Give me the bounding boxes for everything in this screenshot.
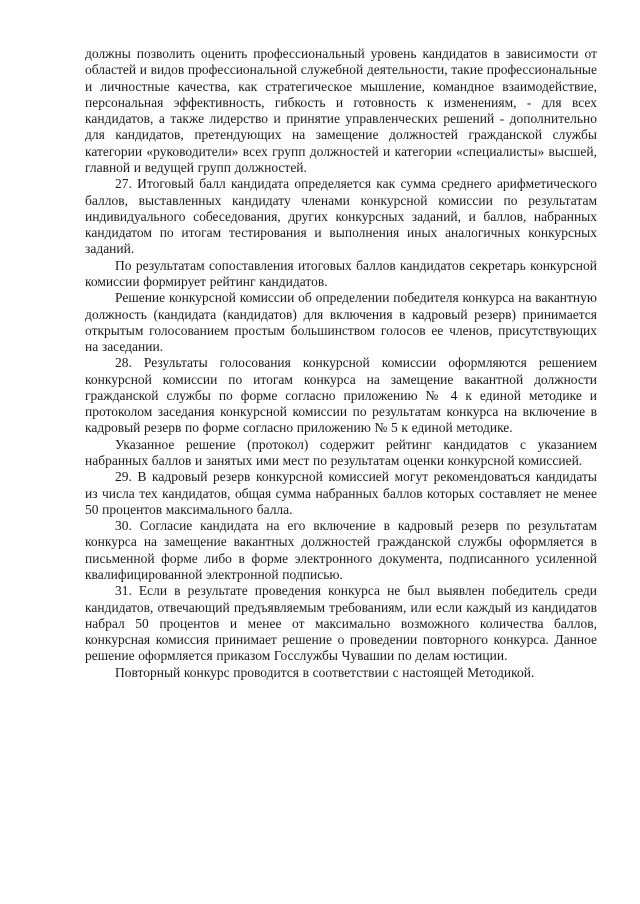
paragraph-item-30: 30. Согласие кандидата на его включение в кадровый резерв по результатам конкурса на замещение вакантных должностей гражданской службы оформляется в письменной форме либо в форме электронного документа, подписанного усиленной квалифицированной электронной подписью. xyxy=(85,518,597,582)
paragraph-protocol-contents: Указанное решение (протокол) содержит рейтинг кандидатов с указанием набранных баллов и занятых ими мест по результатам оценки конкурсной комиссией. xyxy=(85,436,597,469)
paragraph-continuation: должны позволить оценить профессиональный уровень кандидатов в зависимости от областей и видов профессиональной служебной деятельности, такие профессиональные и личностные качества, как стратегическое мышление, командное взаимодействие, персональная эффективность, гибкость и готовность к изменениям, - для всех кандидатов, а также лидерство и принятие управленческих решений - дополнительно для кандидатов, претендующих на замещение должностей гражданской службы категории «руководители» всех групп должностей и категории «специалисты» высшей, главной и ведущей групп должностей. xyxy=(85,46,597,175)
paragraph-item-29: 29. В кадровый резерв конкурсной комиссией могут рекомендоваться кандидаты из числа тех кандидатов, общая сумма набранных баллов которых составляет не менее 50 процентов максимального балла. xyxy=(85,469,597,517)
paragraph-rating-formation: По результатам сопоставления итоговых баллов кандидатов секретарь конкурсной комиссии формирует рейтинг кандидатов. xyxy=(85,257,597,289)
paragraph-item-31: 31. Если в результате проведения конкурса не был выявлен победитель среди кандидатов, отвечающий предъявляемым требованиям, или если каждый из кандидатов набрал 50 процентов и менее от максимально возможного количества баллов, конкурсная комиссия принимает решение о проведении повторного конкурса. Данное решение оформляется приказом Госслужбы Чувашии по делам юстиции. xyxy=(85,583,597,664)
paragraph-repeat-contest: Повторный конкурс проводится в соответствии с настоящей Методикой. xyxy=(115,664,535,680)
paragraph-item-28: 28. Результаты голосования конкурсной комиссии оформляются решением конкурсной комиссии по итогам конкурса на замещение вакантной должности гражданской службы по форме согласно приложению № 4 к единой методике и протоколом заседания конкурсной комиссии по результатам конкурса на включение в кадровый резерв по форме согласно приложению № 5 к единой методике. xyxy=(85,355,597,436)
document-text-block xyxy=(85,46,597,681)
paragraph-item-27: 27. Итоговый балл кандидата определяется как сумма среднего арифметического баллов, выставленных кандидату членами конкурсной комиссии по результатам индивидуального собеседования, других конкурсных заданий, и баллов, набранных кандидатом по итогам тестирования и выполнения иных аналогичных конкурсных заданий. xyxy=(85,176,597,257)
paragraph-commission-decision: Решение конкурсной комиссии об определении победителя конкурса на вакантную должность (кандидата (кандидатов) для включения в кадровый резерв) принимается открытым голосованием простым большинством голосов ее членов, присутствующих на заседании. xyxy=(85,290,597,355)
